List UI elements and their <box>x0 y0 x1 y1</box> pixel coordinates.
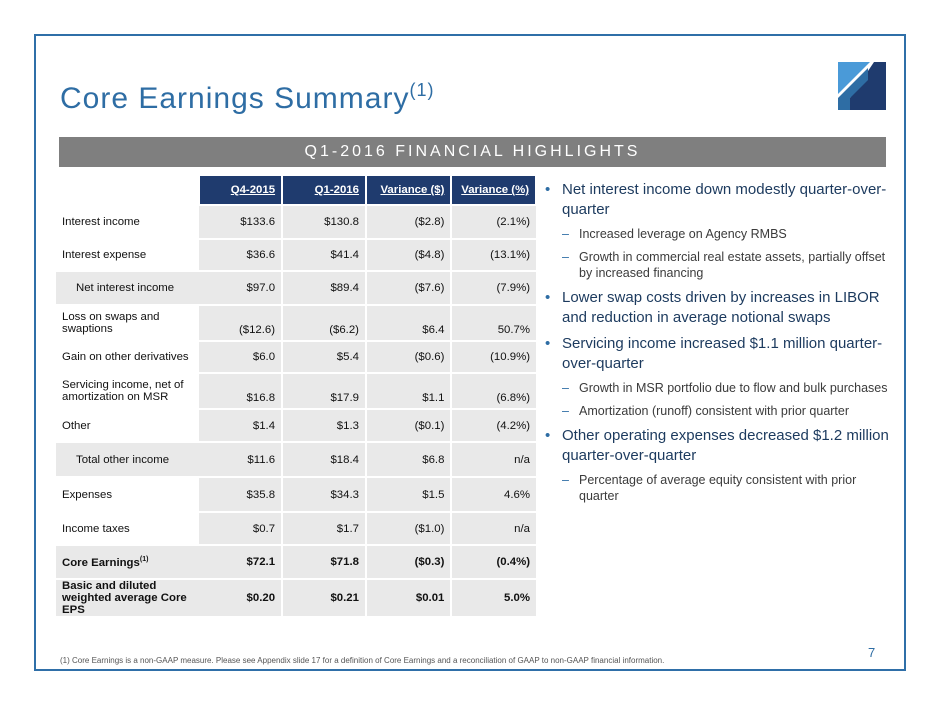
cell: ($7.6) <box>366 271 451 305</box>
cell: $1.5 <box>366 477 451 512</box>
header-variance-percent: Variance (%) <box>451 176 536 205</box>
header-dollars: (Dollars in millions) <box>56 176 199 205</box>
financial-highlights-banner: Q1-2016 FINANCIAL HIGHLIGHTS <box>59 137 886 167</box>
cell: $18.4 <box>282 442 366 477</box>
dash-icon: – <box>562 404 569 418</box>
row-label: Income taxes <box>56 512 199 545</box>
table-row <box>56 239 536 271</box>
row-label: Core Earnings$^{(1)}$ <box>56 545 199 579</box>
table-row <box>56 477 536 512</box>
bullet-dot-icon: • <box>545 335 551 352</box>
cell: ($0.1) <box>366 409 451 442</box>
cell: $1.3 <box>282 409 366 442</box>
cell: 50.7% <box>451 305 536 341</box>
cell: $1.1 <box>366 373 451 409</box>
row-label: Interest expense <box>56 239 199 271</box>
cell: $5.4 <box>282 341 366 373</box>
cell: ($6.2) <box>282 305 366 341</box>
bullet-item: • Servicing income increased $1.1 million quarter-over-quarter <box>545 335 883 372</box>
row-label: Other <box>56 409 199 442</box>
dash-icon: – <box>562 250 569 264</box>
cell: $41.4 <box>282 239 366 271</box>
cell: $6.0 <box>199 341 282 373</box>
cell: $1.7 <box>282 512 366 545</box>
table-row <box>56 373 536 409</box>
table-row <box>56 545 536 579</box>
header-q1-2016: Q1-2016 <box>282 176 366 205</box>
cell: $0.20 <box>199 579 282 617</box>
cell: ($0.3) <box>366 545 451 579</box>
cell: $130.8 <box>282 205 366 239</box>
cell: (7.9%) <box>451 271 536 305</box>
dash-icon: – <box>562 473 569 487</box>
table-row <box>56 579 536 617</box>
sub-bullet-item: – Growth in MSR portfolio due to flow and bulk purchases <box>562 381 888 395</box>
title-footnote-marker: (1) <box>409 80 435 100</box>
cell: $0.01 <box>366 579 451 617</box>
cell: $11.6 <box>199 442 282 477</box>
cell: $97.0 <box>199 271 282 305</box>
cell: (0.4%) <box>451 545 536 579</box>
cell: $133.6 <box>199 205 282 239</box>
table-row <box>56 512 536 545</box>
cell: $71.8 <box>282 545 366 579</box>
cell: (6.8%) <box>451 373 536 409</box>
row-label: Net interest income <box>56 271 199 305</box>
sub-bullet-item: – Percentage of average equity consistent with prior quarter <box>562 473 857 503</box>
bullet-item: • Other operating expenses decreased $1.2 million quarter-over-quarter <box>545 427 889 464</box>
cell: $0.21 <box>282 579 366 617</box>
header-variance-dollars: Variance ($) <box>366 176 451 205</box>
cell: ($1.0) <box>366 512 451 545</box>
dash-icon: – <box>562 381 569 395</box>
table-row <box>56 271 536 305</box>
dash-icon: – <box>562 227 569 241</box>
row-label: Loss on swaps and swaptions <box>56 305 199 341</box>
cell: $1.4 <box>199 409 282 442</box>
cell: (10.9%) <box>451 341 536 373</box>
cell: (13.1%) <box>451 239 536 271</box>
cell: (4.2%) <box>451 409 536 442</box>
footnote: (1) Core Earnings is a non-GAAP measure. Please see Appendix slide 17 for a definition of Core Earnings and a reconciliation of GAAP to non-GAAP financial information. <box>60 656 665 665</box>
cell: ($2.8) <box>366 205 451 239</box>
table-row <box>56 409 536 442</box>
row-label: Total other income <box>56 442 199 477</box>
cell: $17.9 <box>282 373 366 409</box>
cell: $34.3 <box>282 477 366 512</box>
cell: $89.4 <box>282 271 366 305</box>
header-q4-2015: Q4-2015 <box>199 176 282 205</box>
cell: $16.8 <box>199 373 282 409</box>
cell: $72.1 <box>199 545 282 579</box>
row-label: Expenses <box>56 477 199 512</box>
table-row <box>56 341 536 373</box>
table-row <box>56 305 536 341</box>
cell: ($0.6) <box>366 341 451 373</box>
row-label: Servicing income, net of amortization on MSR <box>56 373 199 409</box>
cell: 5.0% <box>451 579 536 617</box>
row-label: Interest income <box>56 205 199 239</box>
sub-bullet-item: – Amortization (runoff) consistent with prior quarter <box>562 404 850 418</box>
cell: n/a <box>451 512 536 545</box>
cell: $6.8 <box>366 442 451 477</box>
two-harbors-logo-icon <box>838 62 886 110</box>
cell: ($4.8) <box>366 239 451 271</box>
cell: $0.7 <box>199 512 282 545</box>
cell: (2.1%) <box>451 205 536 239</box>
cell: n/a <box>451 442 536 477</box>
cell: ($12.6) <box>199 305 282 341</box>
table-row <box>56 205 536 239</box>
cell: $35.8 <box>199 477 282 512</box>
cell: $6.4 <box>366 305 451 341</box>
sub-bullet-item: – Growth in commercial real estate assets, partially offset by increased financing <box>562 250 886 280</box>
cell: 4.6% <box>451 477 536 512</box>
cell: $36.6 <box>199 239 282 271</box>
table-row <box>56 442 536 477</box>
bullet-dot-icon: • <box>545 181 551 198</box>
bullet-item: • Lower swap costs driven by increases in LIBOR and reduction in average notional swaps <box>545 289 880 326</box>
highlights-list <box>545 180 890 511</box>
bullet-dot-icon: • <box>545 427 551 444</box>
page-number: 7 <box>868 645 876 660</box>
row-label: Gain on other derivatives <box>56 341 199 373</box>
sub-bullet-item: – Increased leverage on Agency RMBS <box>562 227 787 241</box>
row-label: Basic and diluted weighted average Core EPS <box>56 579 199 617</box>
bullet-dot-icon: • <box>545 289 551 306</box>
page-title: Core Earnings Summary$^{(1)}$ <box>60 80 435 115</box>
core-earnings-table <box>56 176 537 618</box>
table-header-row <box>56 176 536 205</box>
bullet-item: • Net interest income down modestly quarter-over-quarter <box>545 181 887 218</box>
row-footnote-marker: (1) <box>139 555 149 563</box>
